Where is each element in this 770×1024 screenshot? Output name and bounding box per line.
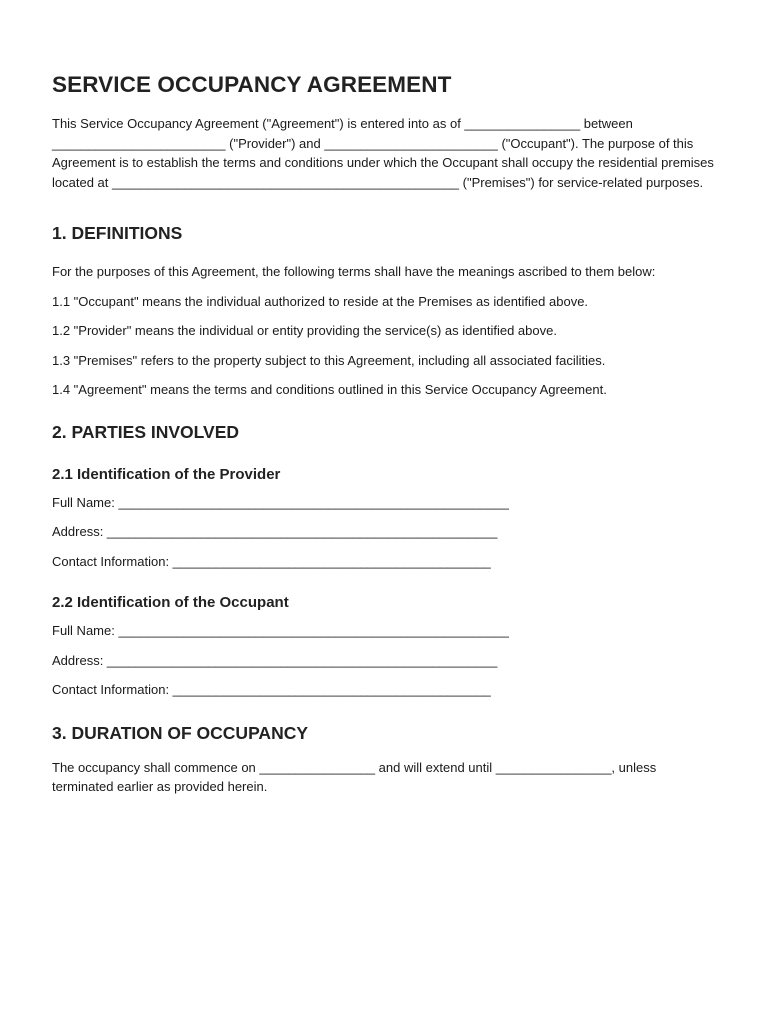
duration-paragraph: The occupancy shall commence on ________________ and will extend until ________________, unless terminated earlier as provided herein. bbox=[52, 759, 657, 794]
provider-address-field[interactable]: Address: ______________________________________________________ bbox=[52, 524, 498, 539]
occupant-full-name-field[interactable]: Full Name: ______________________________________________________ bbox=[52, 623, 509, 638]
definition-item-provider: 1.2 "Provider" means the individual or entity providing the service(s) as identified above. bbox=[52, 323, 557, 338]
occupant-identification-heading: 2.2 Identification of the Occupant bbox=[52, 594, 289, 611]
definitions-intro: For the purposes of this Agreement, the following terms shall have the meanings ascribed to them below: bbox=[52, 264, 656, 279]
occupant-address-field[interactable]: Address: ______________________________________________________ bbox=[52, 652, 498, 668]
section-parties-heading: 2. PARTIES INVOLVED bbox=[52, 421, 240, 442]
definition-item-occupant: 1.1 "Occupant" means the individual authorized to reside at the Premises as identified above. bbox=[52, 293, 589, 309]
definition-item-agreement: 1.4 "Agreement" means the terms and conditions outlined in this Service Occupancy Agreement. bbox=[52, 382, 607, 397]
section-definitions-heading: 1. DEFINITIONS bbox=[52, 223, 183, 243]
definition-item-premises: 1.3 "Premises" refers to the property subject to this Agreement, including all associated facilities. bbox=[52, 352, 606, 368]
provider-full-name-field[interactable]: Full Name: ______________________________________________________ bbox=[52, 494, 509, 510]
section-duration-heading: 3. DURATION OF OCCUPANCY bbox=[52, 722, 309, 743]
provider-contact-field[interactable]: Contact Information: ____________________________________________ bbox=[52, 553, 491, 569]
document-title: SERVICE OCCUPANCY AGREEMENT bbox=[52, 72, 452, 97]
provider-identification-heading: 2.1 Identification of the Provider bbox=[52, 465, 281, 483]
occupant-contact-field[interactable]: Contact Information: ____________________________________________ bbox=[52, 682, 491, 697]
intro-paragraph: This Service Occupancy Agreement ("Agreement") is entered into as of ________________ between ________________________ ("Provider") and ________________________ ("Occupant"). The purpose of this Agreement is to establish the terms and conditions under which the Occupant shall occupy the residential premises located at ________________________________________________ ("Premises") for service-related purposes. bbox=[52, 116, 714, 190]
